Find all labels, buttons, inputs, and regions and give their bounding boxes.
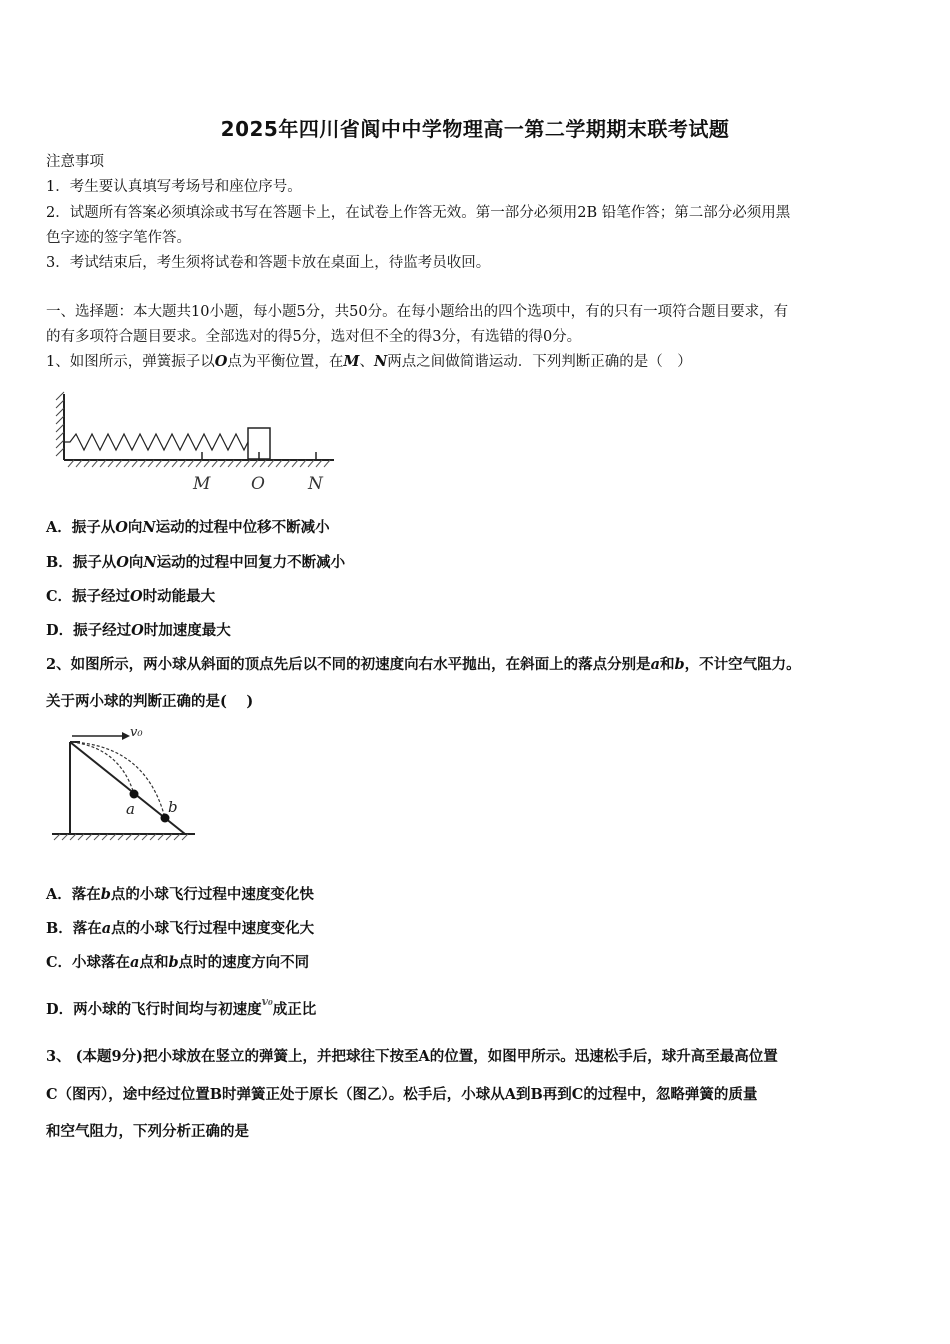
q1-option-text: C．振子经过 [46,588,131,605]
q1-option-text: 向 [127,519,143,536]
q2-option-text: 点的小球飞行过程中速度变化快 [110,886,314,903]
q1-option-text: 时动能最大 [142,588,216,605]
q2-option-d[interactable] [46,995,317,1021]
floor-hatch [68,460,330,467]
notice-item-3: 3．考试结束后，考生须将试卷和答题卡放在桌面上，待监考员收回。 [46,255,491,271]
q2-stem-part: 和 [660,656,675,673]
q2-option-text: 成正比 [272,1001,317,1018]
q1-stem-part: 两点之间做简谐运动．下列判断正确的是（ ） [387,354,692,370]
q1-stem-part: 、 [359,354,374,370]
q1-option-var: N [142,519,156,536]
q1-option-var: O [131,622,144,639]
q2-projectile-incline-figure [50,722,200,847]
section1-intro-line1: 一、选择题：本大题共10小题，每小题5分，共50分。在每小题给出的四个选项中，有的只有一项符合题目要求，有 [46,304,789,320]
q1-stem [46,352,906,372]
label-a: a [126,800,135,818]
notice-item-1: 1．考生要认真填写考场号和座位序号。 [46,179,302,195]
q2-option-a[interactable] [46,885,314,905]
q1-var-M: M [343,353,360,370]
q2-option-text: A．落在 [46,886,101,903]
label-b: b [168,798,178,816]
q1-option-text: A．振子从 [46,519,116,536]
notice-heading: 注意事项 [46,154,104,170]
notice-item-2-cont: 色字迹的签字笔作答。 [46,230,191,246]
q1-var-N: N [373,353,388,370]
q2-stem-part: 2、如图所示，两小球从斜面的顶点先后以不同的初速度向右水平抛出，在斜面上的落点分别是 [46,656,651,673]
spring [64,434,252,450]
q2-option-b[interactable] [46,919,314,939]
ball-a [130,790,139,799]
q2-stem-line2: 关于两小球的判断正确的是( ) [46,693,254,710]
q1-spring-oscillator-figure [52,390,342,495]
q2-option-var: b [100,886,111,903]
q1-option-var: O [116,554,129,571]
q1-option-a[interactable] [46,518,330,538]
velocity-arrowhead [122,732,130,740]
label-O: O [251,474,265,494]
q2-option-var-v0: v₀ [261,995,273,1008]
q1-stem-part: 1、如图所示，弹簧振子以 [46,354,215,370]
q1-option-c[interactable] [46,587,215,607]
q2-option-var: b [168,954,179,971]
q2-option-text: 点和 [139,954,169,971]
q3-stem-line2: C（图丙），途中经过位置B时弹簧正处于原长（图乙）。松手后，小球从A到B再到C的过程中，忽略弹簧的质量 [46,1086,758,1103]
q2-option-var: a [101,920,112,937]
q1-option-b[interactable] [46,553,345,573]
q2-option-text: D．两小球的飞行时间均与初速度 [46,1001,262,1018]
q1-option-text: B．振子从 [46,554,117,571]
q1-option-text: 运动的过程中位移不断减小 [155,519,330,536]
q1-option-var: O [130,588,143,605]
q2-option-text: B．落在 [46,920,102,937]
wall-hatch [56,392,64,456]
page-title: 2025年四川省阆中中学物理高一第二学期期末联考试题 [220,117,730,141]
q1-option-text: 向 [128,554,144,571]
q2-option-text: 点时的速度方向不同 [178,954,310,971]
q2-stem-part: ，不计空气阻力。 [684,656,801,673]
q1-option-text: 时加速度最大 [143,622,231,639]
label-M: M [193,474,211,494]
q1-option-var: N [143,554,157,571]
q1-option-var: O [115,519,128,536]
notice-item-2: 2．试题所有答案必须填涂或书写在答题卡上，在试卷上作答无效。第一部分必须用2B 铅笔作答；第二部分必须用黑 [46,205,791,221]
q2-option-text: 点的小球飞行过程中速度变化大 [111,920,315,937]
q1-option-text: 运动的过程中回复力不断减小 [156,554,346,571]
q2-option-text: C．小球落在 [46,954,131,971]
q2-var-b: b [674,656,685,673]
q2-stem [46,655,906,675]
label-N: N [308,474,323,494]
section1-intro-line2: 的有多项符合题目要求。全部选对的得5分，选对但不全的得3分，有选错的得0分。 [46,329,582,345]
q3-stem-line1: 3、 (本题9分)把小球放在竖立的弹簧上，并把球往下按至A的位置，如图甲所示。迅速松手后，球升高至最高位置 [46,1048,778,1065]
q1-option-text: D．振子经过 [46,622,132,639]
q1-stem-part: 点为平衡位置，在 [227,354,344,370]
q3-stem-line3: 和空气阻力，下列分析正确的是 [46,1123,249,1140]
q2-option-var: a [130,954,140,971]
q1-var-O: O [214,353,228,370]
label-v0: v₀ [130,725,143,740]
q2-option-c[interactable] [46,953,309,973]
q1-option-d[interactable] [46,621,231,641]
q2-var-a: a [650,656,660,673]
